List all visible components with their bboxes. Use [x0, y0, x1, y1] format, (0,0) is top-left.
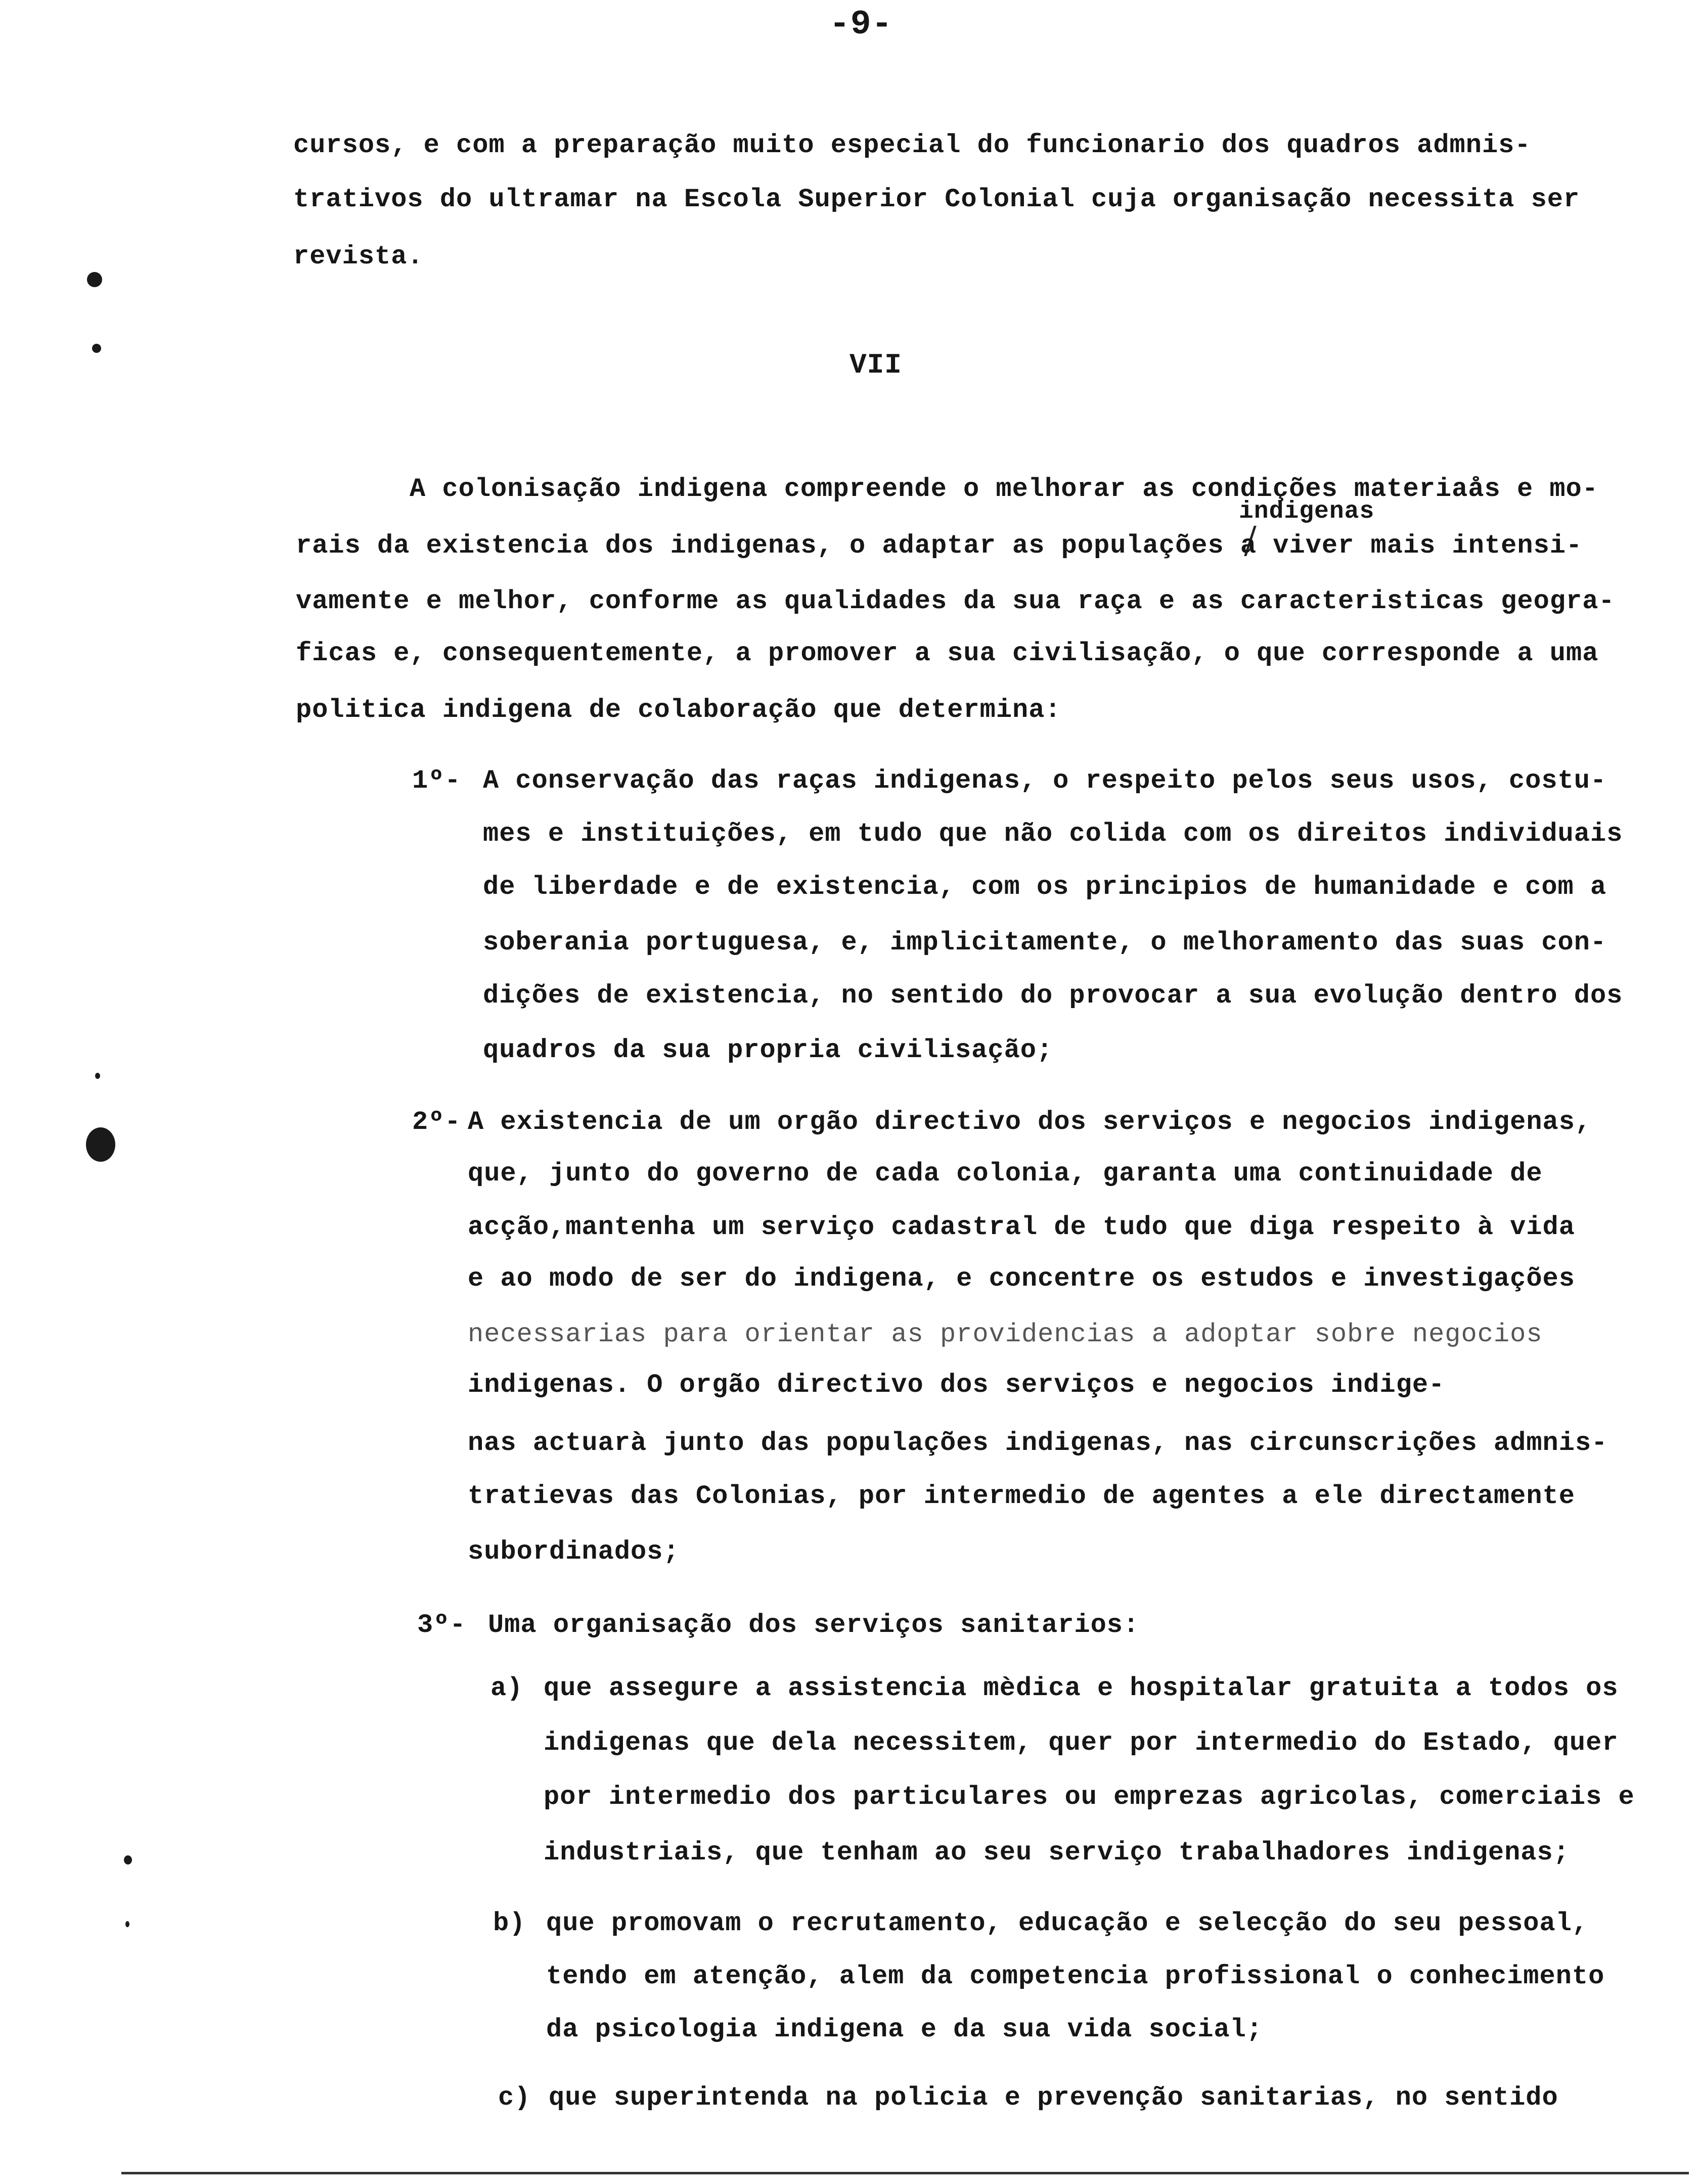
paragraph-line: ficas e, consequentemente, a promover a sua civilisação, o que corresponde a uma — [296, 639, 1599, 668]
subitem-line: que promovam o recrutamento, educação e selecção do seu pessoal, — [546, 1908, 1589, 1938]
item-line: acção,mantenha um serviço cadastral de tudo que diga respeito à vida — [468, 1212, 1575, 1242]
item-marker: 2º- — [412, 1107, 461, 1137]
subitem-line: que assegure a assistencia mèdica e hospitalar gratuita a todos os — [544, 1673, 1619, 1703]
item-marker: 1º- — [412, 766, 461, 796]
subitem-line: que superintenda na policia e prevenção sanitarias, no sentido — [549, 2083, 1558, 2113]
item-line: que, junto do governo de cada colonia, garanta uma continuidade de — [468, 1159, 1543, 1189]
subitem-line: da psicologia indigena e da sua vida social; — [546, 2015, 1263, 2044]
subitem-line: por intermedio dos particulares ou emprezas agricolas, comerciais e — [544, 1782, 1635, 1812]
item-line: dições de existencia, no sentido do provocar a sua evolução dentro dos — [483, 981, 1623, 1011]
paragraph-line: A colonisação indigena compreende o melhorar as condições materiaås e mo- — [410, 474, 1598, 504]
intro-line: cursos, e com a preparação muito especial do funcionario dos quadros admnis- — [293, 130, 1531, 160]
paragraph-line: vamente e melhor, conforme as qualidades da sua raça e as caracteristicas geogra- — [296, 586, 1615, 616]
intro-line: revista. — [293, 242, 424, 271]
intro-line: trativos do ultramar na Escola Superior Colonial cuja organisação necessita ser — [293, 185, 1580, 214]
subitem-line: indigenas que dela necessitem, quer por intermedio do Estado, quer — [544, 1728, 1619, 1758]
paragraph-line: rais da existencia dos indigenas, o adaptar as populações a viver mais intensi- — [296, 531, 1583, 561]
item-line: e ao modo de ser do indigena, e concentre os estudos e investigações — [468, 1264, 1575, 1294]
margin-speck — [95, 1073, 100, 1079]
margin-speck — [124, 1855, 132, 1864]
section-heading: VII — [850, 349, 902, 381]
subitem-marker: b) — [493, 1908, 526, 1938]
subitem-marker: a) — [490, 1673, 523, 1703]
subitem-line: tendo em atenção, alem da competencia profissional o conhecimento — [546, 1962, 1605, 1991]
item-line: tratievas das Colonias, por intermedio de agentes a ele directamente — [468, 1481, 1575, 1511]
item-marker: 3º- — [417, 1610, 466, 1640]
item-line: indigenas. O orgão directivo dos serviços e negocios indige- — [468, 1370, 1445, 1400]
item-line: quadros da sua propria civilisação; — [483, 1035, 1053, 1065]
item-line: mes e instituições, em tudo que não colida com os direitos individuais — [483, 819, 1623, 849]
item-line: soberania portuguesa, e, implicitamente, o melhoramento das suas con- — [483, 928, 1607, 958]
inserted-word: indigenas — [1239, 498, 1375, 525]
item-line: de liberdade e de existencia, com os principios de humanidade e com a — [483, 872, 1607, 902]
item-line: A conservação das raças indigenas, o respeito pelos seus usos, costu- — [483, 766, 1607, 796]
paragraph-line: politica indigena de colaboração que determina: — [296, 695, 1061, 725]
item-line: nas actuarà junto das populações indigenas, nas circunscrições admnis- — [468, 1428, 1608, 1458]
item-line: A existencia de um orgão directivo dos serviços e negocios indigenas, — [468, 1107, 1592, 1137]
bottom-rule — [121, 2172, 1689, 2174]
item-line: subordinados; — [468, 1537, 680, 1567]
margin-speck — [87, 272, 102, 287]
item-line: Uma organisação dos serviços sanitarios: — [488, 1610, 1140, 1640]
page-number: -9- — [829, 5, 893, 44]
subitem-line: industriais, que tenham ao seu serviço trabalhadores indigenas; — [544, 1838, 1570, 1868]
item-line: necessarias para orientar as providencias a adoptar sobre negocios — [468, 1320, 1543, 1349]
margin-speck — [86, 1127, 115, 1162]
margin-speck — [92, 344, 101, 353]
margin-speck — [125, 1921, 129, 1927]
subitem-marker: c) — [498, 2083, 531, 2113]
